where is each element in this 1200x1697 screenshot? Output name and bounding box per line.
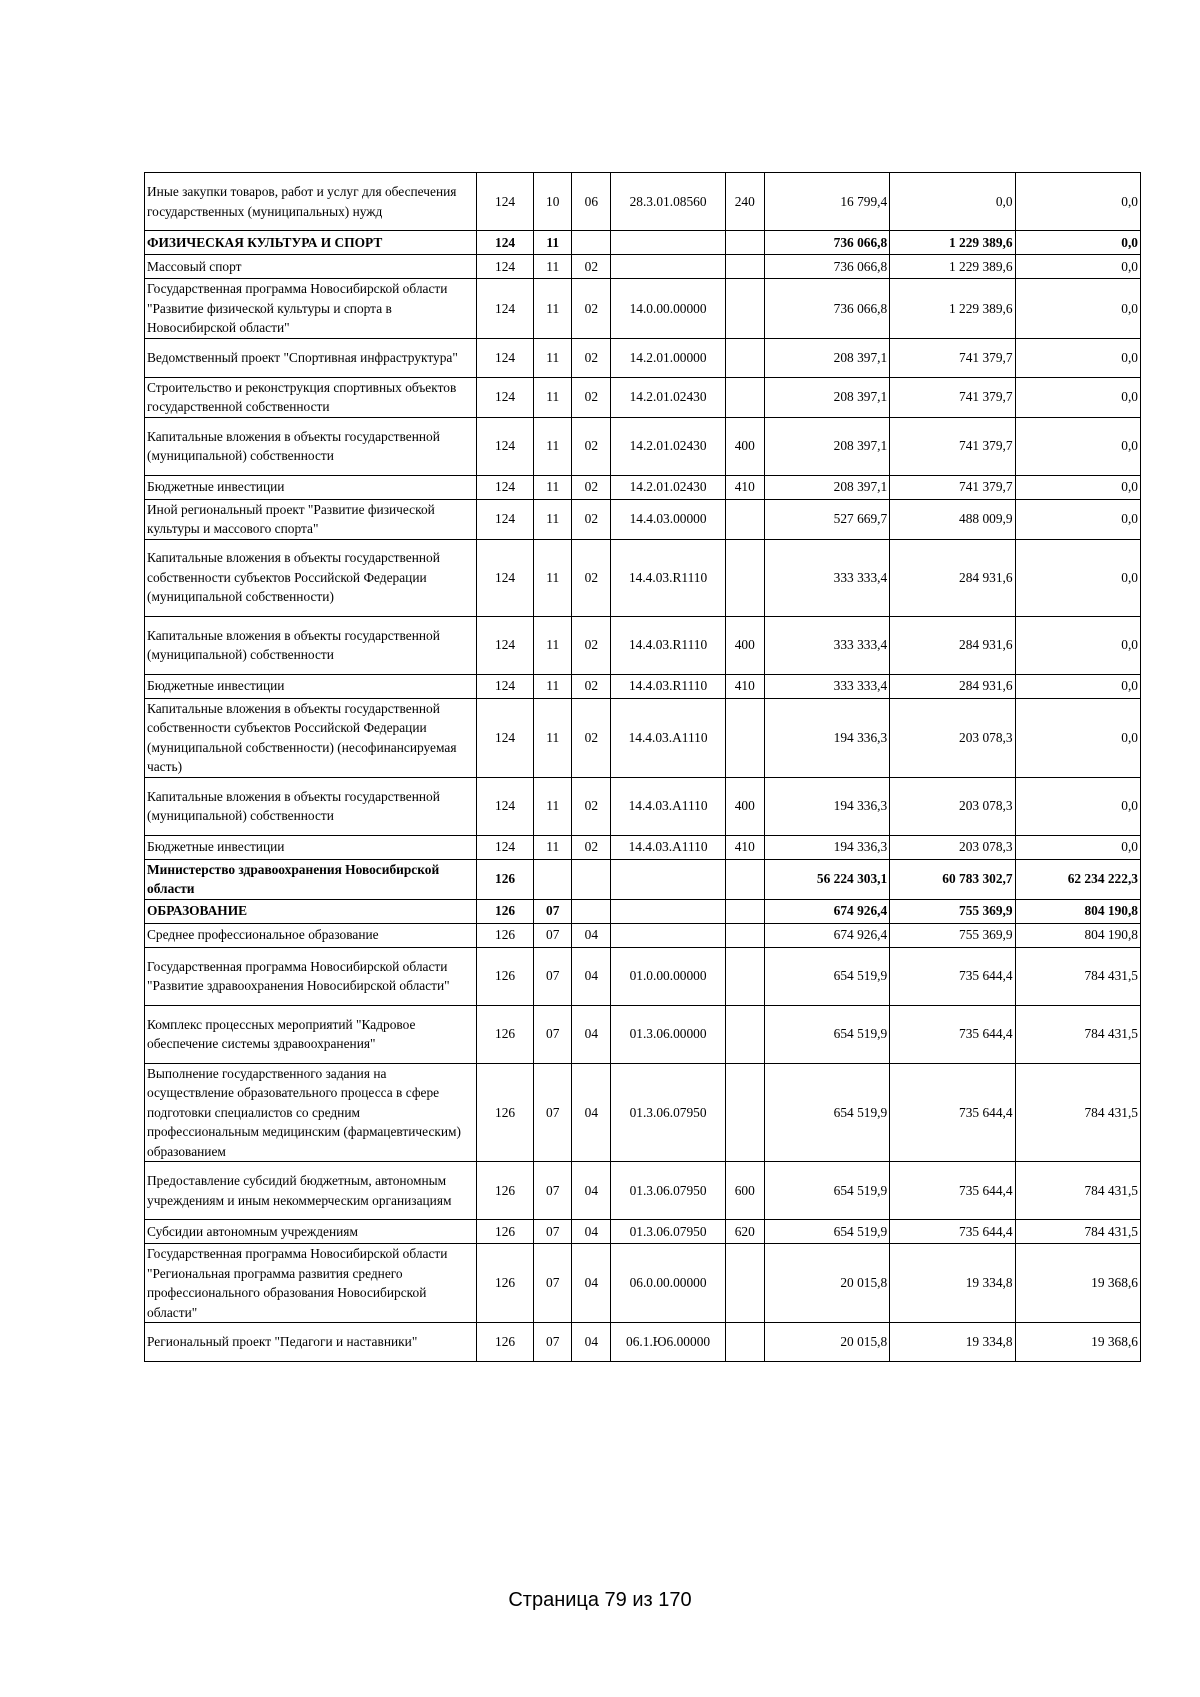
row-section-code: 11 (534, 279, 572, 339)
row-grbs-code: 124 (477, 338, 534, 377)
table-row (145, 674, 1141, 698)
row-expense-type-code: 410 (725, 475, 764, 499)
table-row (145, 255, 1141, 279)
row-amount-year-3: 62 234 222,3 (1015, 859, 1140, 899)
row-section-code (534, 859, 572, 899)
table-row (145, 499, 1141, 539)
row-amount-year-3: 804 190,8 (1015, 923, 1140, 947)
row-target-article-code: 06.0.00.00000 (611, 1244, 725, 1323)
row-name: ОБРАЗОВАНИЕ (145, 899, 477, 923)
row-expense-type-code (725, 338, 764, 377)
table-row (145, 377, 1141, 417)
row-amount-year-3: 784 431,5 (1015, 1162, 1140, 1220)
row-target-article-code: 14.4.03.A1110 (611, 777, 725, 835)
row-subsection-code: 02 (572, 674, 611, 698)
row-name: Бюджетные инвестиции (145, 835, 477, 859)
row-amount-year-2: 284 931,6 (890, 674, 1015, 698)
row-target-article-code: 06.1.Ю6.00000 (611, 1323, 725, 1362)
row-target-article-code: 14.4.03.A1110 (611, 698, 725, 777)
row-amount-year-1: 333 333,4 (764, 539, 889, 616)
row-expense-type-code (725, 1323, 764, 1362)
row-expense-type-code (725, 698, 764, 777)
row-section-code: 11 (534, 475, 572, 499)
row-section-code: 11 (534, 539, 572, 616)
row-section-code: 10 (534, 173, 572, 231)
row-amount-year-3: 0,0 (1015, 173, 1140, 231)
row-name: Государственная программа Новосибирской области "Развитие здравоохранения Новосибирской области" (145, 947, 477, 1005)
table-row (145, 698, 1141, 777)
row-amount-year-1: 736 066,8 (764, 231, 889, 255)
row-name: Массовый спорт (145, 255, 477, 279)
row-amount-year-3: 784 431,5 (1015, 1005, 1140, 1063)
row-subsection-code: 04 (572, 923, 611, 947)
row-subsection-code: 04 (572, 1220, 611, 1244)
row-grbs-code: 124 (477, 377, 534, 417)
row-amount-year-2: 19 334,8 (890, 1244, 1015, 1323)
row-target-article-code: 01.3.06.07950 (611, 1063, 725, 1162)
row-amount-year-1: 56 224 303,1 (764, 859, 889, 899)
row-amount-year-2: 60 783 302,7 (890, 859, 1015, 899)
row-amount-year-2: 1 229 389,6 (890, 231, 1015, 255)
row-amount-year-3: 0,0 (1015, 698, 1140, 777)
row-section-code: 11 (534, 255, 572, 279)
row-amount-year-3: 0,0 (1015, 777, 1140, 835)
row-amount-year-1: 208 397,1 (764, 377, 889, 417)
row-name: Капитальные вложения в объекты государственной (муниципальной) собственности (145, 616, 477, 674)
row-amount-year-2: 741 379,7 (890, 338, 1015, 377)
row-section-code: 07 (534, 1244, 572, 1323)
row-amount-year-3: 784 431,5 (1015, 1220, 1140, 1244)
row-grbs-code: 124 (477, 417, 534, 475)
row-amount-year-3: 19 368,6 (1015, 1244, 1140, 1323)
table-row (145, 777, 1141, 835)
row-grbs-code: 124 (477, 231, 534, 255)
row-name: Выполнение государственного задания на осуществление образовательного процесса в сфере подготовки специалистов со средним профессиональным медицинским (фармацевтическим) образованием (145, 1063, 477, 1162)
row-name: Иной региональный проект "Развитие физической культуры и массового спорта" (145, 499, 477, 539)
row-target-article-code: 14.2.01.00000 (611, 338, 725, 377)
row-amount-year-1: 333 333,4 (764, 616, 889, 674)
row-amount-year-2: 19 334,8 (890, 1323, 1015, 1362)
row-name: Ведомственный проект "Спортивная инфраструктура" (145, 338, 477, 377)
row-expense-type-code: 410 (725, 835, 764, 859)
table-row (145, 231, 1141, 255)
row-target-article-code: 01.3.06.00000 (611, 1005, 725, 1063)
table-row (145, 1323, 1141, 1362)
row-grbs-code: 124 (477, 698, 534, 777)
row-expense-type-code (725, 899, 764, 923)
table-row (145, 835, 1141, 859)
row-section-code: 07 (534, 1323, 572, 1362)
row-grbs-code: 126 (477, 947, 534, 1005)
row-amount-year-1: 527 669,7 (764, 499, 889, 539)
row-amount-year-2: 284 931,6 (890, 616, 1015, 674)
row-amount-year-2: 735 644,4 (890, 1005, 1015, 1063)
row-expense-type-code (725, 499, 764, 539)
row-expense-type-code (725, 1244, 764, 1323)
row-amount-year-1: 654 519,9 (764, 1162, 889, 1220)
row-amount-year-3: 0,0 (1015, 417, 1140, 475)
row-section-code: 11 (534, 377, 572, 417)
row-subsection-code: 02 (572, 499, 611, 539)
row-grbs-code: 126 (477, 1162, 534, 1220)
row-section-code: 11 (534, 835, 572, 859)
row-name: Капитальные вложения в объекты государственной собственности субъектов Российской Федерации (муниципальной собственности) (несофинансируемая часть) (145, 698, 477, 777)
row-expense-type-code: 240 (725, 173, 764, 231)
row-target-article-code: 14.2.01.02430 (611, 475, 725, 499)
row-section-code: 07 (534, 1063, 572, 1162)
row-section-code: 07 (534, 1005, 572, 1063)
row-subsection-code: 02 (572, 338, 611, 377)
table-row (145, 616, 1141, 674)
row-section-code: 11 (534, 616, 572, 674)
row-grbs-code: 126 (477, 1244, 534, 1323)
row-amount-year-2: 1 229 389,6 (890, 255, 1015, 279)
row-amount-year-1: 654 519,9 (764, 1005, 889, 1063)
row-amount-year-3: 0,0 (1015, 499, 1140, 539)
row-amount-year-1: 736 066,8 (764, 279, 889, 339)
row-name: Бюджетные инвестиции (145, 475, 477, 499)
row-amount-year-3: 784 431,5 (1015, 1063, 1140, 1162)
row-subsection-code (572, 859, 611, 899)
row-target-article-code: 01.0.00.00000 (611, 947, 725, 1005)
row-expense-type-code (725, 947, 764, 1005)
row-target-article-code (611, 231, 725, 255)
row-amount-year-3: 0,0 (1015, 338, 1140, 377)
row-expense-type-code: 410 (725, 674, 764, 698)
row-amount-year-2: 488 009,9 (890, 499, 1015, 539)
row-section-code: 11 (534, 417, 572, 475)
row-amount-year-1: 654 519,9 (764, 1063, 889, 1162)
row-amount-year-3: 0,0 (1015, 475, 1140, 499)
row-subsection-code: 02 (572, 539, 611, 616)
row-expense-type-code (725, 255, 764, 279)
row-grbs-code: 126 (477, 859, 534, 899)
row-subsection-code: 02 (572, 616, 611, 674)
row-target-article-code: 14.0.00.00000 (611, 279, 725, 339)
row-amount-year-2: 741 379,7 (890, 475, 1015, 499)
row-amount-year-2: 735 644,4 (890, 1162, 1015, 1220)
table-row (145, 947, 1141, 1005)
row-target-article-code: 01.3.06.07950 (611, 1220, 725, 1244)
row-expense-type-code (725, 539, 764, 616)
row-expense-type-code: 600 (725, 1162, 764, 1220)
row-name: Региональный проект "Педагоги и наставники" (145, 1323, 477, 1362)
row-subsection-code: 06 (572, 173, 611, 231)
row-amount-year-2: 755 369,9 (890, 923, 1015, 947)
table-row (145, 923, 1141, 947)
row-subsection-code: 02 (572, 698, 611, 777)
row-name: Капитальные вложения в объекты государственной (муниципальной) собственности (145, 777, 477, 835)
row-target-article-code: 01.3.06.07950 (611, 1162, 725, 1220)
row-target-article-code: 14.4.03.00000 (611, 499, 725, 539)
row-section-code: 07 (534, 1162, 572, 1220)
row-name: Комплекс процессных мероприятий "Кадровое обеспечение системы здравоохранения" (145, 1005, 477, 1063)
row-amount-year-3: 19 368,6 (1015, 1323, 1140, 1362)
table-row (145, 338, 1141, 377)
row-section-code: 07 (534, 923, 572, 947)
table-row (145, 859, 1141, 899)
row-expense-type-code (725, 279, 764, 339)
row-subsection-code: 04 (572, 1063, 611, 1162)
row-subsection-code: 02 (572, 377, 611, 417)
row-grbs-code: 126 (477, 923, 534, 947)
row-expense-type-code (725, 1005, 764, 1063)
row-name: Министерство здравоохранения Новосибирской области (145, 859, 477, 899)
row-expense-type-code (725, 1063, 764, 1162)
row-section-code: 11 (534, 499, 572, 539)
row-amount-year-3: 0,0 (1015, 377, 1140, 417)
row-target-article-code (611, 859, 725, 899)
row-name: Иные закупки товаров, работ и услуг для обеспечения государственных (муниципальных) нужд (145, 173, 477, 231)
row-subsection-code (572, 899, 611, 923)
row-subsection-code: 04 (572, 1005, 611, 1063)
row-section-code: 11 (534, 338, 572, 377)
table-row (145, 899, 1141, 923)
row-subsection-code: 04 (572, 1323, 611, 1362)
row-amount-year-3: 0,0 (1015, 279, 1140, 339)
row-target-article-code: 14.4.03.R1110 (611, 674, 725, 698)
row-amount-year-3: 784 431,5 (1015, 947, 1140, 1005)
row-target-article-code: 14.2.01.02430 (611, 417, 725, 475)
row-amount-year-1: 194 336,3 (764, 698, 889, 777)
row-amount-year-2: 735 644,4 (890, 1063, 1015, 1162)
row-grbs-code: 124 (477, 835, 534, 859)
row-name: Государственная программа Новосибирской области "Региональная программа развития среднего профессионального образования Новосибирской области" (145, 1244, 477, 1323)
row-amount-year-3: 0,0 (1015, 255, 1140, 279)
row-expense-type-code (725, 859, 764, 899)
budget-table-body (145, 173, 1141, 1362)
row-amount-year-2: 1 229 389,6 (890, 279, 1015, 339)
row-expense-type-code: 400 (725, 777, 764, 835)
row-grbs-code: 126 (477, 899, 534, 923)
row-amount-year-1: 654 519,9 (764, 1220, 889, 1244)
row-subsection-code: 02 (572, 835, 611, 859)
row-amount-year-1: 208 397,1 (764, 417, 889, 475)
row-target-article-code (611, 899, 725, 923)
table-row (145, 539, 1141, 616)
row-grbs-code: 124 (477, 616, 534, 674)
row-amount-year-3: 804 190,8 (1015, 899, 1140, 923)
row-amount-year-3: 0,0 (1015, 835, 1140, 859)
row-grbs-code: 124 (477, 674, 534, 698)
table-row (145, 1162, 1141, 1220)
row-grbs-code: 126 (477, 1063, 534, 1162)
row-section-code: 07 (534, 947, 572, 1005)
row-expense-type-code: 620 (725, 1220, 764, 1244)
row-subsection-code: 04 (572, 1244, 611, 1323)
row-amount-year-1: 194 336,3 (764, 777, 889, 835)
row-amount-year-2: 755 369,9 (890, 899, 1015, 923)
row-section-code: 07 (534, 1220, 572, 1244)
row-target-article-code (611, 923, 725, 947)
row-amount-year-1: 208 397,1 (764, 475, 889, 499)
row-grbs-code: 124 (477, 777, 534, 835)
row-amount-year-2: 741 379,7 (890, 417, 1015, 475)
row-amount-year-2: 741 379,7 (890, 377, 1015, 417)
row-subsection-code: 04 (572, 1162, 611, 1220)
row-expense-type-code: 400 (725, 616, 764, 674)
row-amount-year-2: 735 644,4 (890, 1220, 1015, 1244)
row-name: Предоставление субсидий бюджетным, автономным учреждениям и иным некоммерческим организациям (145, 1162, 477, 1220)
row-expense-type-code: 400 (725, 417, 764, 475)
row-subsection-code: 02 (572, 279, 611, 339)
row-grbs-code: 124 (477, 499, 534, 539)
row-grbs-code: 126 (477, 1220, 534, 1244)
row-subsection-code: 04 (572, 947, 611, 1005)
row-section-code: 07 (534, 899, 572, 923)
row-name: Государственная программа Новосибирской области "Развитие физической культуры и спорта в Новосибирской области" (145, 279, 477, 339)
row-amount-year-1: 194 336,3 (764, 835, 889, 859)
table-row (145, 1220, 1141, 1244)
row-name: Капитальные вложения в объекты государственной собственности субъектов Российской Федерации (муниципальной собственности) (145, 539, 477, 616)
row-name: Субсидии автономным учреждениям (145, 1220, 477, 1244)
row-target-article-code (611, 255, 725, 279)
row-section-code: 11 (534, 777, 572, 835)
table-row (145, 1244, 1141, 1323)
row-amount-year-2: 203 078,3 (890, 777, 1015, 835)
table-row (145, 279, 1141, 339)
row-subsection-code: 02 (572, 777, 611, 835)
row-amount-year-3: 0,0 (1015, 674, 1140, 698)
row-name: Бюджетные инвестиции (145, 674, 477, 698)
row-target-article-code: 14.4.03.R1110 (611, 616, 725, 674)
row-grbs-code: 124 (477, 539, 534, 616)
row-grbs-code: 126 (477, 1323, 534, 1362)
row-target-article-code: 14.2.01.02430 (611, 377, 725, 417)
row-section-code: 11 (534, 231, 572, 255)
row-grbs-code: 124 (477, 475, 534, 499)
row-name: Капитальные вложения в объекты государственной (муниципальной) собственности (145, 417, 477, 475)
row-grbs-code: 124 (477, 255, 534, 279)
row-expense-type-code (725, 923, 764, 947)
row-amount-year-2: 0,0 (890, 173, 1015, 231)
row-subsection-code (572, 231, 611, 255)
row-target-article-code: 14.4.03.A1110 (611, 835, 725, 859)
table-row (145, 1063, 1141, 1162)
row-target-article-code: 28.3.01.08560 (611, 173, 725, 231)
row-amount-year-1: 674 926,4 (764, 923, 889, 947)
row-section-code: 11 (534, 698, 572, 777)
row-section-code: 11 (534, 674, 572, 698)
row-name: ФИЗИЧЕСКАЯ КУЛЬТУРА И СПОРТ (145, 231, 477, 255)
row-amount-year-2: 735 644,4 (890, 947, 1015, 1005)
budget-table (144, 172, 1141, 1362)
row-amount-year-1: 333 333,4 (764, 674, 889, 698)
row-grbs-code: 124 (477, 173, 534, 231)
row-grbs-code: 126 (477, 1005, 534, 1063)
row-amount-year-2: 203 078,3 (890, 698, 1015, 777)
page-number: Страница 79 из 170 (508, 1589, 692, 1611)
row-amount-year-2: 203 078,3 (890, 835, 1015, 859)
row-name: Строительство и реконструкция спортивных объектов государственной собственности (145, 377, 477, 417)
row-target-article-code: 14.4.03.R1110 (611, 539, 725, 616)
row-name: Среднее профессиональное образование (145, 923, 477, 947)
row-subsection-code: 02 (572, 475, 611, 499)
row-amount-year-1: 20 015,8 (764, 1323, 889, 1362)
row-expense-type-code (725, 231, 764, 255)
row-amount-year-3: 0,0 (1015, 616, 1140, 674)
table-row (145, 1005, 1141, 1063)
row-amount-year-1: 16 799,4 (764, 173, 889, 231)
row-grbs-code: 124 (477, 279, 534, 339)
row-amount-year-3: 0,0 (1015, 539, 1140, 616)
row-subsection-code: 02 (572, 417, 611, 475)
row-expense-type-code (725, 377, 764, 417)
row-amount-year-1: 674 926,4 (764, 899, 889, 923)
table-row (145, 475, 1141, 499)
row-amount-year-2: 284 931,6 (890, 539, 1015, 616)
row-amount-year-3: 0,0 (1015, 231, 1140, 255)
row-subsection-code: 02 (572, 255, 611, 279)
row-amount-year-1: 20 015,8 (764, 1244, 889, 1323)
row-amount-year-1: 736 066,8 (764, 255, 889, 279)
table-row (145, 173, 1141, 231)
row-amount-year-1: 654 519,9 (764, 947, 889, 1005)
table-row (145, 417, 1141, 475)
row-amount-year-1: 208 397,1 (764, 338, 889, 377)
